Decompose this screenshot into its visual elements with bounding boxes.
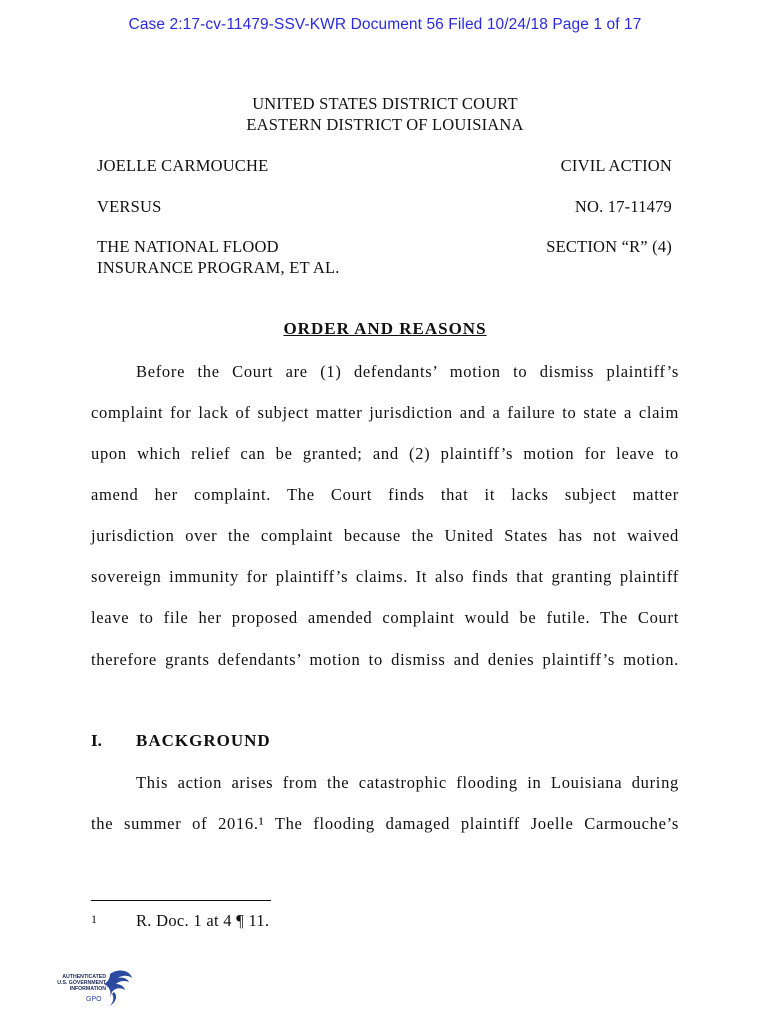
intro-line: sovereign immunity for plaintiff’s claims. It also finds that granting plaintiff xyxy=(91,567,679,586)
seal-text: AUTHENTICATED U.S. GOVERNMENT INFORMATION xyxy=(57,974,106,992)
background-line: the summer of 2016.¹ The flooding damaged plaintiff Joelle Carmouche’s xyxy=(91,814,679,833)
footnote-rule xyxy=(91,900,271,901)
section-heading: BACKGROUND xyxy=(136,731,271,750)
footnote-text: R. Doc. 1 at 4 ¶ 11. xyxy=(136,911,270,930)
intro-line: Before the Court are (1) defendants’ motion to dismiss plaintiff’s xyxy=(136,362,679,381)
caption-plaintiff: JOELLE CARMOUCHE xyxy=(97,156,269,175)
intro-line: jurisdiction over the complaint because the United States has not waived xyxy=(91,526,679,545)
intro-line: upon which relief can be granted; and (2) plaintiff’s motion for leave to xyxy=(91,444,679,463)
intro-line: leave to file her proposed amended complaint would be futile. The Court xyxy=(91,608,679,627)
caption-versus: VERSUS xyxy=(97,197,162,216)
court-district: EASTERN DISTRICT OF LOUISIANA xyxy=(246,115,524,134)
caption-section: SECTION “R” (4) xyxy=(546,237,672,256)
court-name: UNITED STATES DISTRICT COURT xyxy=(252,94,518,113)
caption-defendant-line2: INSURANCE PROGRAM, ET AL. xyxy=(97,258,340,277)
caption-case-number: NO. 17-11479 xyxy=(574,197,672,216)
footnote-number: 1 xyxy=(91,912,97,926)
intro-line: therefore grants defendants’ motion to dismiss and denies plaintiff’s motion. xyxy=(91,650,679,669)
caption-civil-action: CIVIL ACTION xyxy=(560,156,672,175)
section-number: I. xyxy=(91,731,102,750)
intro-line: complaint for lack of subject matter jurisdiction and a failure to state a claim xyxy=(91,403,679,422)
intro-line: amend her complaint. The Court finds that it lacks subject matter xyxy=(91,485,679,504)
gpo-authentication-seal xyxy=(40,968,135,1018)
caption-defendant-line1: THE NATIONAL FLOOD xyxy=(97,237,279,256)
header-stamp: Case 2:17-cv-11479-SSV-KWR Document 56 Filed 10/24/18 Page 1 of 17 xyxy=(128,16,642,33)
background-line: This action arises from the catastrophic flooding in Louisiana during xyxy=(136,773,679,792)
document-title: ORDER AND REASONS xyxy=(283,319,487,338)
seal-word: GPO xyxy=(86,996,102,1003)
eagle-icon xyxy=(102,968,136,1010)
